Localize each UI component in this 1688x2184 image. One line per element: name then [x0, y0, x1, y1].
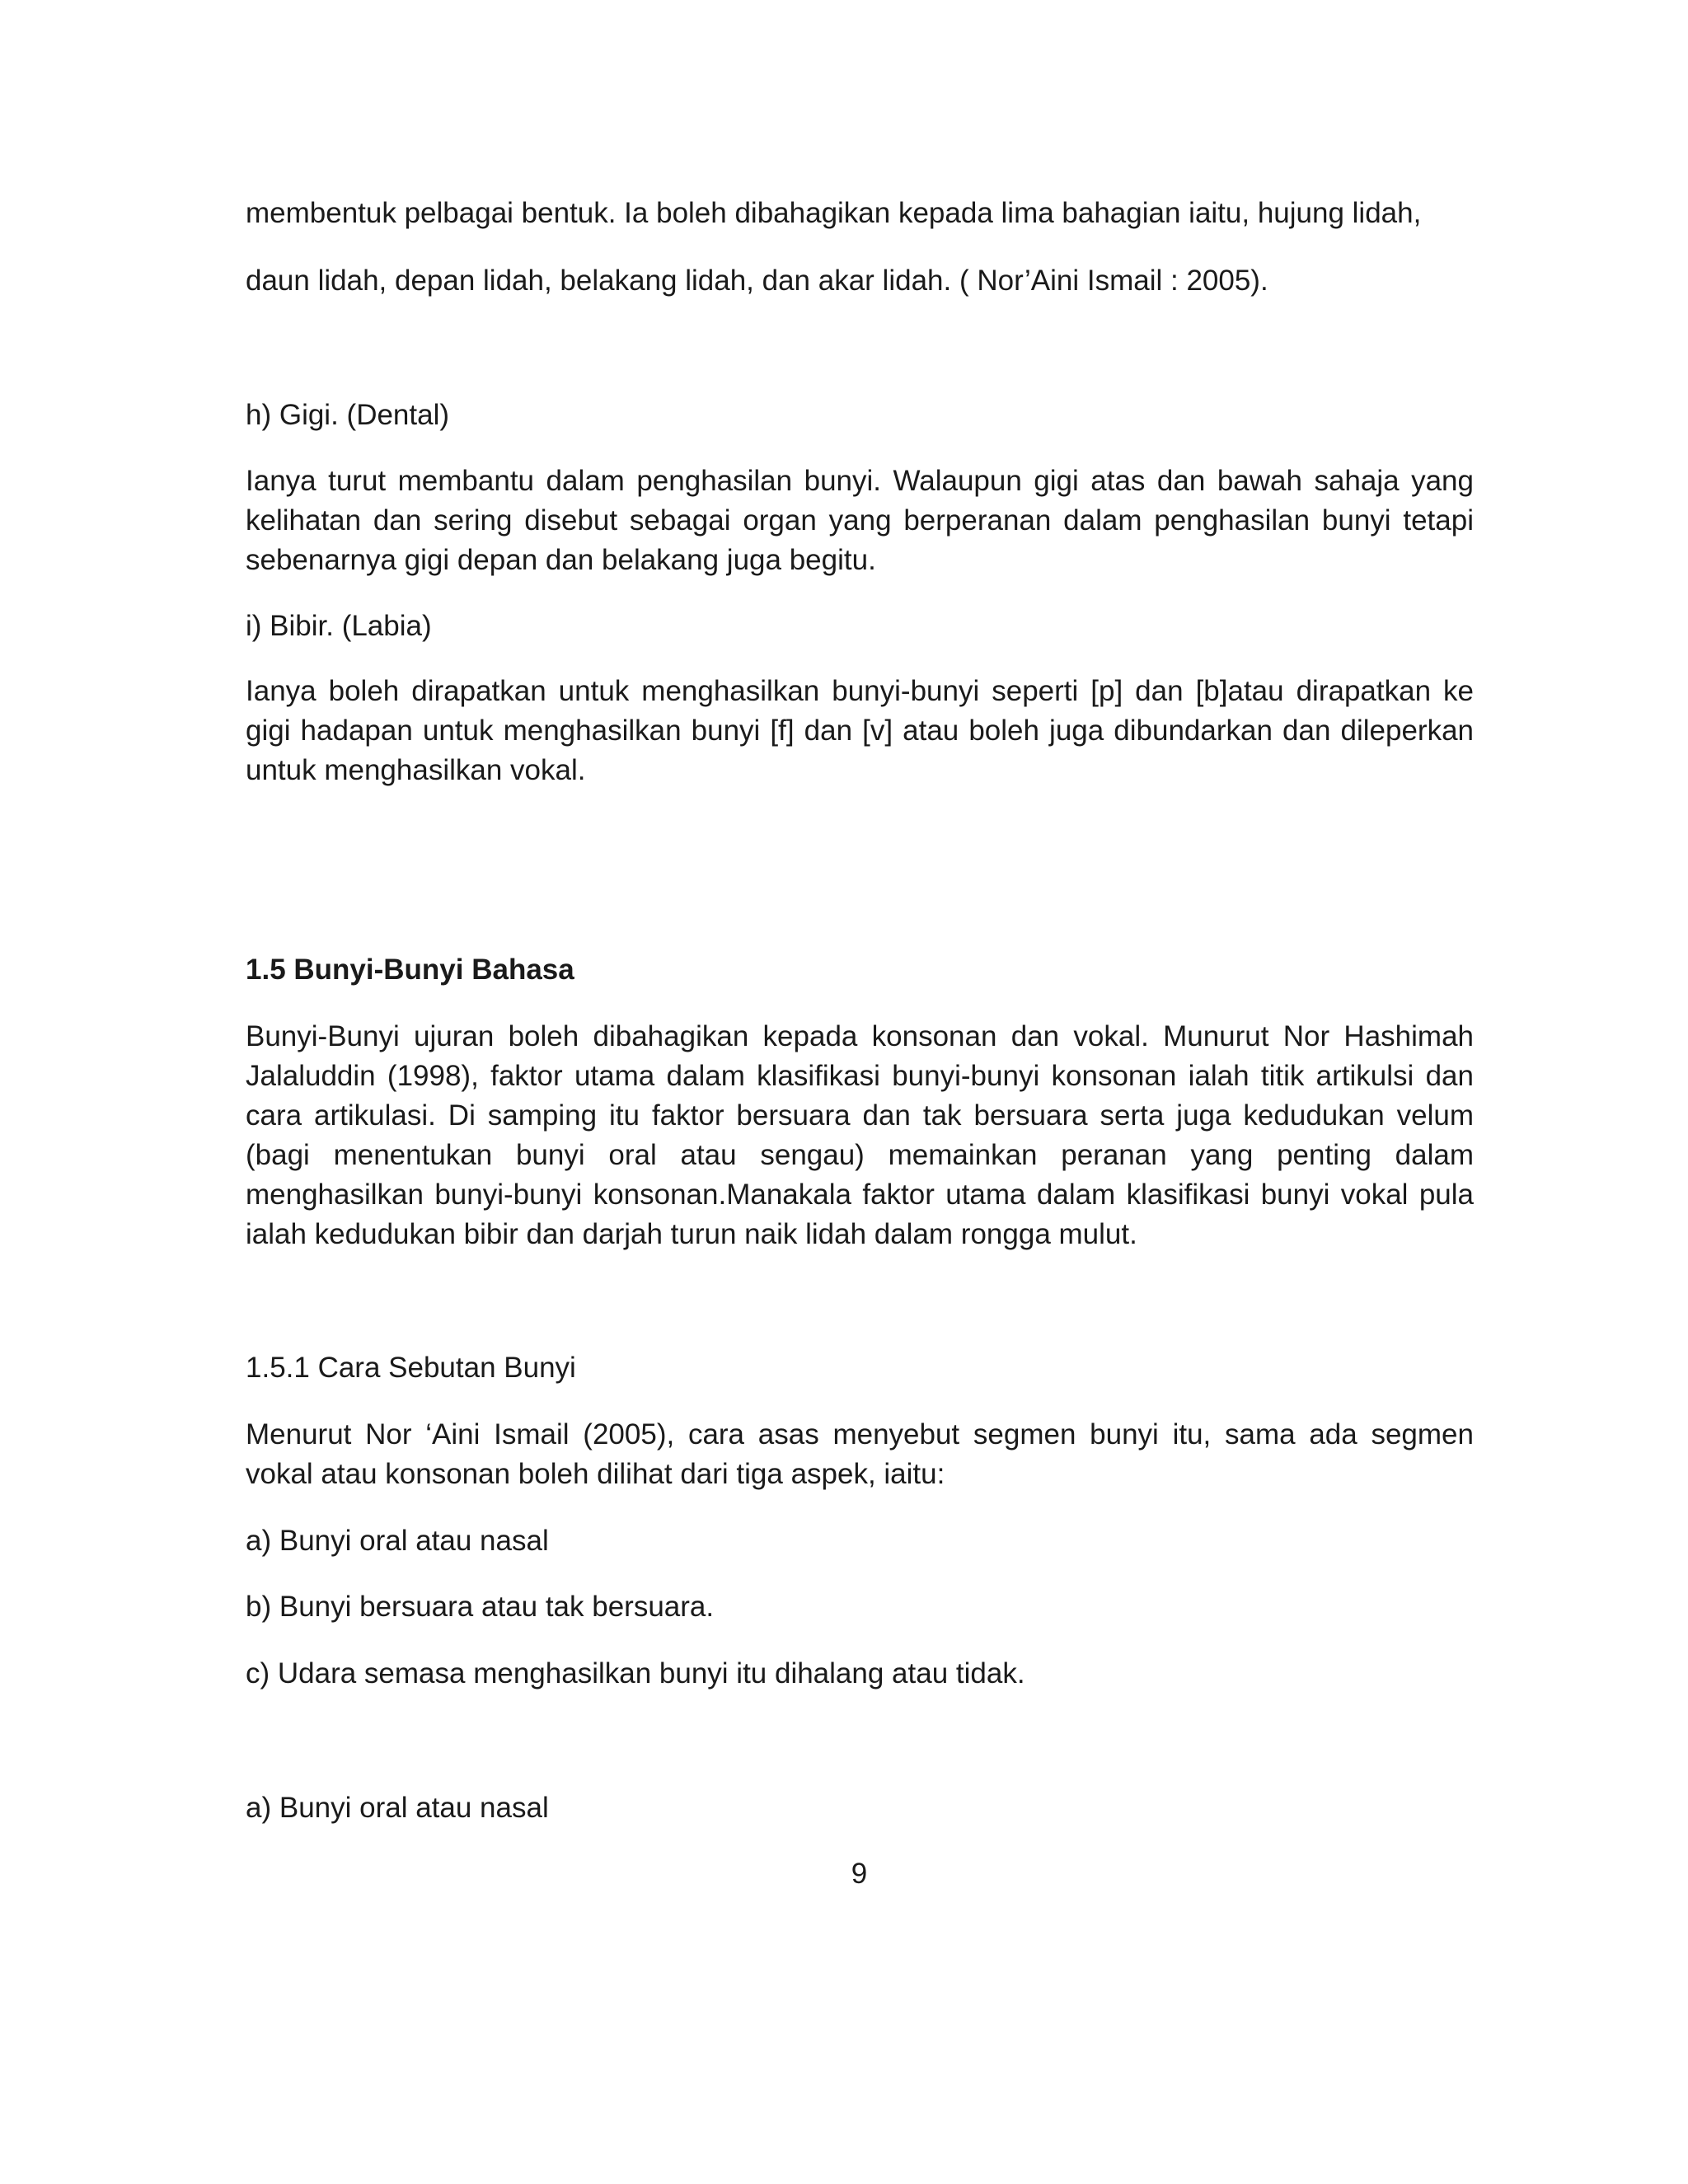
subsection-paragraph: Menurut Nor ‘Aini Ismail (2005), cara asas menyebut segmen bunyi itu, sama ada segmen vokal atau konsonan boleh dilihat dari tiga aspek, iaitu:	[246, 1418, 1474, 1490]
section-paragraph: Bunyi-Bunyi ujuran boleh dibahagikan kepada konsonan dan vokal. Munurut Nor Hashimah Jalaluddin (1998), faktor utama dalam klasifikasi bunyi-bunyi konsonan ialah titik artikulsi dan cara artikulasi. Di samping itu faktor bersuara dan tak bersuara serta juga kedudukan velum (bagi menentukan bunyi oral atau sengau) memainkan peranan yang penting dalam menghasilkan bunyi-bunyi konsonan.Manakala faktor utama dalam klasifikasi bunyi vokal pula ialah kedudukan bibir dan darjah turun naik lidah dalam rongga mulut.	[246, 1020, 1474, 1250]
paragraph-bibir: Ianya boleh dirapatkan untuk menghasilkan bunyi-bunyi seperti [p] dan [b]atau dirapatkan ke gigi hadapan untuk menghasilkan bunyi [f] dan [v] atau boleh juga dibundarkan dan dileperkan untuk menghasilkan vokal.	[246, 675, 1474, 786]
list-item: c) Udara semasa menghasilkan bunyi itu dihalang atau tidak.	[246, 1657, 1025, 1690]
list-item: a) Bunyi oral atau nasal	[246, 1525, 549, 1557]
item-heading-bibir: i) Bibir. (Labia)	[246, 610, 432, 642]
section-heading: 1.5 Bunyi-Bunyi Bahasa	[246, 954, 574, 986]
page-number: 9	[851, 1858, 868, 1890]
subsection-heading: 1.5.1 Cara Sebutan Bunyi	[246, 1352, 576, 1384]
paragraph-gigi: Ianya turut membantu dalam penghasilan bunyi. Walaupun gigi atas dan bawah sahaja yang kelihatan dan sering disebut sebagai organ yang berperanan dalam penghasilan bunyi tetapi sebenarnya gigi depan dan belakang juga begitu.	[246, 465, 1474, 576]
text-line: membentuk pelbagai bentuk. Ia boleh dibahagikan kepada lima bahagian iaitu, hujung lidah,	[246, 197, 1422, 229]
item-heading-gigi: h) Gigi. (Dental)	[246, 399, 450, 431]
text-line: daun lidah, depan lidah, belakang lidah, dan akar lidah. ( Nor’Aini Ismail : 2005).	[246, 265, 1268, 297]
sub-item-heading: a) Bunyi oral atau nasal	[246, 1792, 549, 1824]
list-item: b) Bunyi bersuara atau tak bersuara.	[246, 1591, 715, 1623]
